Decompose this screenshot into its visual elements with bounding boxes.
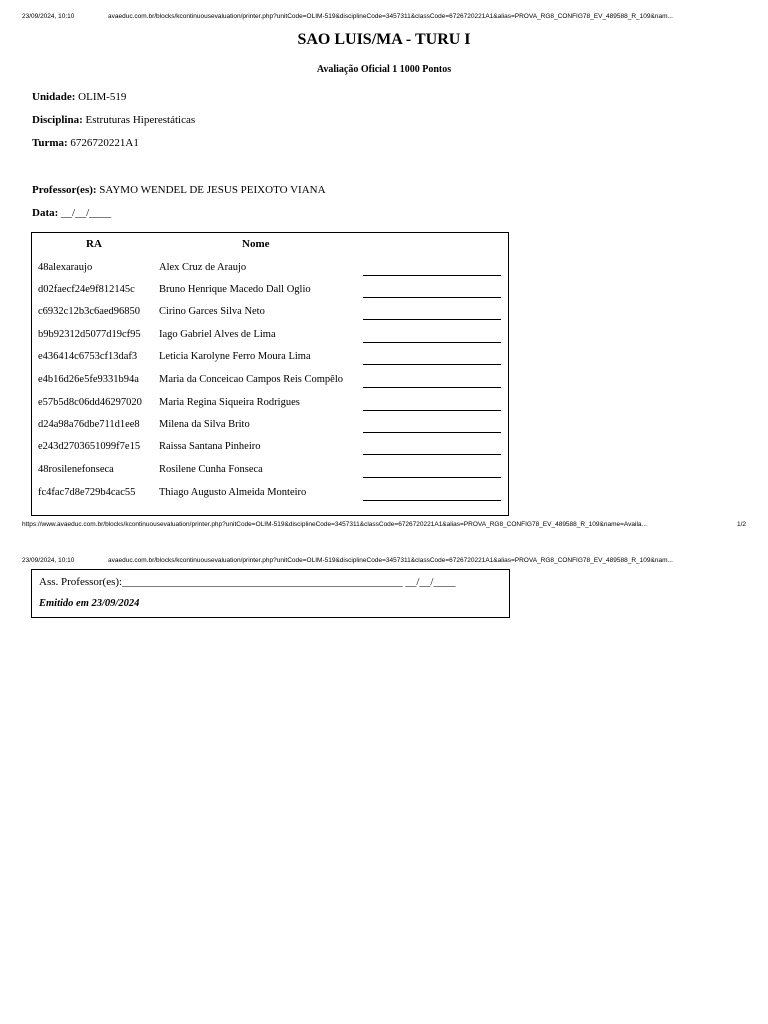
table-row <box>32 419 508 439</box>
ra-cell: 48rosilenefonseca <box>38 464 114 475</box>
signature-box <box>31 569 510 618</box>
table-row <box>32 262 508 282</box>
print-footer-url: https://www.avaeduc.com.br/blocks/kcontinuousevaluation/printer.php?unitCode=OLIM-519&disciplineCode=3457311&classCode=6726720221A1&alias=PROVA_RG8_CONFIG78_EV_489588_R_109&name=Availa... <box>22 521 647 528</box>
nome-cell: Maria Regina Siqueira Rodrigues <box>159 397 300 408</box>
ra-cell: 48alexaraujo <box>38 262 93 273</box>
print-url: avaeduc.com.br/blocks/kcontinuousevaluation/printer.php?unitCode=OLIM-519&disciplineCode=3457311&classCode=6726720221A1&alias=PROVA_RG8_CONFIG78_EV_489588_R_109&nam... <box>108 13 673 20</box>
table-row <box>32 374 508 394</box>
disciplina-field <box>32 114 195 126</box>
professor-field <box>32 184 326 196</box>
ra-cell: e243d2703651099f7e15 <box>38 441 141 452</box>
signature-line <box>363 477 501 478</box>
ra-cell: e436414c6753cf13daf3 <box>38 351 138 362</box>
nome-cell: Leticia Karolyne Ferro Moura Lima <box>159 351 311 362</box>
signature-line <box>363 454 501 455</box>
print-page-number: 1/2 <box>737 521 747 528</box>
ra-cell: d24a98a76dbe711d1ee8 <box>38 419 140 430</box>
signature-line <box>363 500 501 501</box>
table-row <box>32 351 508 371</box>
nome-cell: Bruno Henrique Macedo Dall Oglio <box>159 284 311 295</box>
nome-cell: Maria da Conceicao Campos Reis Compêlo <box>159 374 344 385</box>
nome-cell: Alex Cruz de Araujo <box>159 262 247 273</box>
disciplina-value: Estruturas Hiperestáticas <box>85 114 196 126</box>
turma-field <box>32 137 139 149</box>
ra-cell: d02faecf24e9f812145c <box>38 284 135 295</box>
unidade-field <box>32 91 126 103</box>
emitted-date: Emitido em 23/09/2024 <box>39 598 140 609</box>
data-value: __/__/____ <box>61 207 112 219</box>
signature-line <box>363 364 501 365</box>
signature-line <box>363 297 501 298</box>
student-table <box>31 232 509 516</box>
professor-signature-line: Ass. Professor(es):___________________________________________________ __/__/____ <box>39 576 456 588</box>
table-row <box>32 464 508 484</box>
signature-line <box>363 387 501 388</box>
table-row <box>32 487 508 507</box>
table-row <box>32 306 508 326</box>
nome-cell: Iago Gabriel Alves de Lima <box>159 329 276 340</box>
signature-line <box>363 410 501 411</box>
table-row <box>32 329 508 349</box>
nome-cell: Milena da Silva Brito <box>159 419 250 430</box>
professor-value: SAYMO WENDEL DE JESUS PEIXOTO VIANA <box>99 184 326 196</box>
nome-cell: Raissa Santana Pinheiro <box>159 441 261 452</box>
signature-line <box>363 275 501 276</box>
nome-cell: Rosilene Cunha Fonseca <box>159 464 263 475</box>
turma-value: 6726720221A1 <box>70 137 139 149</box>
column-header-ra: RA <box>86 238 102 250</box>
table-row <box>32 441 508 461</box>
document-subtitle: Avaliação Oficial 1 1000 Pontos <box>316 64 452 75</box>
table-row <box>32 397 508 417</box>
data-label: Data: <box>32 207 59 219</box>
nome-cell: Thiago Augusto Almeida Monteiro <box>159 487 307 498</box>
disciplina-label: Disciplina: <box>32 114 83 126</box>
professor-label: Professor(es): <box>32 184 97 196</box>
unidade-value: OLIM-519 <box>78 91 127 103</box>
document-title: SAO LUIS/MA - TURU I <box>297 31 471 48</box>
page2-print-url: avaeduc.com.br/blocks/kcontinuousevaluation/printer.php?unitCode=OLIM-519&disciplineCode=3457311&classCode=6726720221A1&alias=PROVA_RG8_CONFIG78_EV_489588_R_109&nam... <box>108 557 673 564</box>
unidade-label: Unidade: <box>32 91 76 103</box>
nome-cell: Cirino Garces Silva Neto <box>159 306 265 317</box>
ra-cell: c6932c12b3c6aed96850 <box>38 306 141 317</box>
data-field <box>32 207 111 219</box>
signature-line <box>363 432 501 433</box>
ra-cell: b9b92312d5077d19cf95 <box>38 329 141 340</box>
ra-cell: fc4fac7d8e729b4cac55 <box>38 487 136 498</box>
page2-print-datetime: 23/09/2024, 10:10 <box>22 557 75 564</box>
print-datetime: 23/09/2024, 10:10 <box>22 13 75 20</box>
signature-line <box>363 342 501 343</box>
turma-label: Turma: <box>32 137 68 149</box>
column-header-nome: Nome <box>242 238 270 250</box>
table-row <box>32 284 508 304</box>
ra-cell: e4b16d26e5fe9331b94a <box>38 374 139 385</box>
ra-cell: e57b5d8c06dd46297020 <box>38 397 142 408</box>
signature-line <box>363 319 501 320</box>
